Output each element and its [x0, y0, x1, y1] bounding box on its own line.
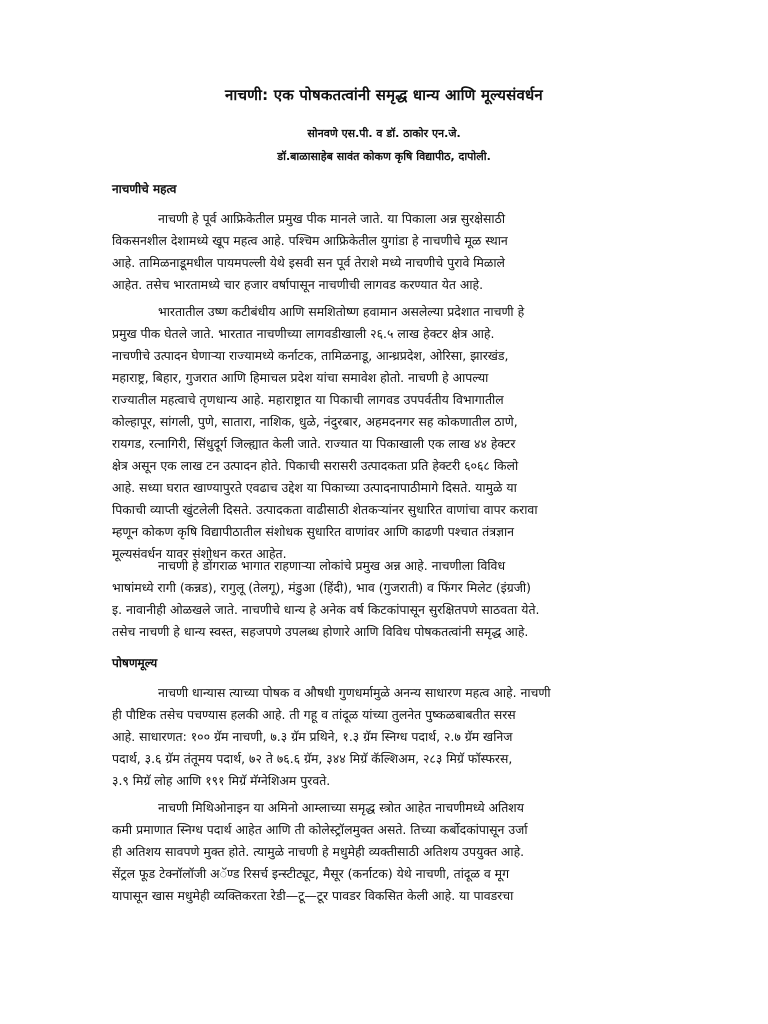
text-line: कमी प्रमाणात स्निग्ध पदार्थ आहेत आणि ती कोलेस्ट्रॉलमुक्त असते. तिच्या कर्बोदकांपासून उर्जा [112, 822, 528, 837]
text-line: यापासून खास मधुमेही व्यक्तिकरता रेडी—टू—टूर पावडर विकसित केली आहे. या पावडरचा [112, 888, 514, 903]
affiliation-line: डॉ.बाळासाहेब सावंत कोकण कृषि विद्यापीठ, दापोली. [277, 150, 491, 163]
text-line: भाषांमध्ये रागी (कन्नड), रागुलू (तेलगू), मंडुआ (हिंदी), भाव (गुजराती) व फिंगर मिलेट (इंग्रजी) [112, 580, 531, 595]
paragraph-importance-1 [112, 208, 654, 296]
text-line: तसेच नाचणी हे धान्य स्वस्त, सहजपणे उपलब्ध होणारे आणि विविध पोषकतत्वांनी समृद्ध आहे. [112, 624, 529, 639]
text-line: विकसनशील देशामध्ये खूप महत्व आहे. पश्चिम आफ्रिकेतील युगांडा हे नाचणीचे मूळ स्थान [112, 233, 508, 248]
text-line: कोल्हापूर, सांगली, पुणे, सातारा, नाशिक, धुळे, नंदुरबार, अहमदनगर सह कोकणातील ठाणे, [112, 414, 518, 429]
section-heading-nutrition: पोषणमूल्य [112, 656, 158, 670]
document-title: नाचणी: एक पोषकतत्वांनी समृद्ध धान्य आणि मूल्यसंवर्धन [225, 86, 543, 104]
text-line: पदार्थ, ३.६ ग्रॅम तंतूमय पदार्थ, ७२ ते ७६.६ ग्रॅम, ३४४ मिग्रॅ कॅल्शिअम, २८३ मिग्रॅ फॉस्फरस, [112, 751, 513, 766]
text-line: ही अतिशय सावपणे मुक्त होते. त्यामुळे नाचणी हे मधुमेही व्यक्तीसाठी अतिशय उपयुक्त आहे. [112, 844, 525, 859]
text-line: सेंट्रल फूड टेक्नॉलॉजी अॅण्ड रिसर्च इन्स्टीट्यूट, मैसूर (कर्नाटक) येथे नाचणी, तांदूळ व मूग [112, 866, 510, 881]
paragraph-nutrition-2 [112, 797, 654, 907]
text-line: नाचणी हे डोंगराळ भागात राहणाऱ्या लोकांचे प्रमुख अन्न आहे. नाचणीला विविध [158, 558, 506, 573]
text-line: पिकाची व्याप्ती खुंटलेली दिसते. उत्पादकता वाढीसाठी शेतकऱ्यांनर सुधारित वाणांचा वापर करावा [112, 502, 538, 517]
text-line: राज्यातील महत्वाचे तृणधान्य आहे. महाराष्ट्रात या पिकाची लागवड उपपर्वतीय विभागातील [112, 392, 504, 407]
text-line: भारतातील उष्ण कटीबंधीय आणि समशितोष्ण हवामान असलेल्या प्रदेशात नाचणी हे [158, 304, 525, 319]
paragraph-importance-3 [112, 555, 654, 643]
paragraph-importance-2 [112, 301, 654, 565]
text-line: प्रमुख पीक घेतले जाते. भारतात नाचणीच्या लागवडीखाली २६.५ लाख हेक्टर क्षेत्र आहे. [112, 326, 495, 341]
text-line: महाराष्ट्र, बिहार, गुजरात आणि हिमाचल प्रदेश यांचा समावेश होतो. नाचणी हे आपल्या [112, 370, 489, 385]
text-line: नाचणीचे उत्पादन घेणाऱ्या राज्यामध्ये कर्नाटक, तामिळनाडू, आन्ध्रप्रदेश, ओरिसा, झारखंड, [112, 348, 509, 363]
text-line: आहे. सध्या घरात खाण्यापुरते एवढाच उद्देश या पिकाच्या उत्पादनापाठीमागे दिसते. यामुळे या [112, 480, 517, 495]
text-line: ही पौष्टिक तसेच पचण्यास हलकी आहे. ती गहू व तांदूळ यांच्या तुलनेत पुष्कळबाबतीत सरस [112, 707, 516, 722]
text-line: क्षेत्र असून एक लाख टन उत्पादन होते. पिकाची सरासरी उत्पादकता प्रति हेक्टरी ६०६८ किलो [112, 458, 519, 473]
text-line: नाचणी हे पूर्व आफ्रिकेतील प्रमुख पीक मानले जाते. या पिकाला अन्न सुरक्षेसाठी [158, 211, 506, 226]
text-line: ३.९ मिग्रॅ लोह आणि १९१ मिग्रॅ मॅग्नेशिअम पुरवते. [112, 773, 331, 788]
text-line: रायगड, रत्नागिरी, सिंधुदूर्ग जिल्ह्यात केली जाते. राज्यात या पिकाखाली एक लाख ४४ हेक्टर [112, 436, 516, 451]
paragraph-nutrition-1 [112, 682, 654, 792]
text-line: आहेत. तसेच भारतामध्ये चार हजार वर्षापासून नाचणीची लागवड करण्यात येत आहे. [112, 277, 484, 292]
text-line: आहे. साधारणत: १०० ग्रॅम नाचणी, ७.३ ग्रॅम प्रथिने, १.३ ग्रॅम स्निग्ध पदार्थ, २.७ ग्रॅम खनिज [112, 729, 513, 744]
text-line: आहे. तामिळनाडूमधील पायमपल्ली येथे इसवी सन पूर्व तेराशे मध्ये नाचणीचे पुरावे मिळाले [112, 255, 505, 270]
text-line: मूल्यसंवर्धन यावर संशोधन करत आहेत. [112, 546, 287, 561]
section-heading-importance: नाचणीचे महत्व [112, 182, 177, 196]
text-line: इ. नावानीही ओळखले जाते. नाचणीचे धान्य हे अनेक वर्ष किटकांपासून सुरक्षितपणे साठवता येते. [112, 602, 540, 617]
text-line: म्हणून कोकण कृषि विद्यापीठातील संशोधक सुधारित वाणांवर आणि काढणी पश्चात तंत्रज्ञान [112, 524, 515, 539]
text-line: नाचणी मिथिओनाइन या अमिनो आम्लाच्या समृद्ध स्त्रोत आहेत नाचणीमध्ये अतिशय [158, 800, 524, 815]
author-line: सोनवणे एस.पी. व डॉ. ठाकोर एन.जे. [307, 127, 461, 140]
text-line: नाचणी धान्यास त्याच्या पोषक व औषधी गुणधर्मामुळे अनन्य साधारण महत्व आहे. नाचणी [158, 685, 551, 700]
